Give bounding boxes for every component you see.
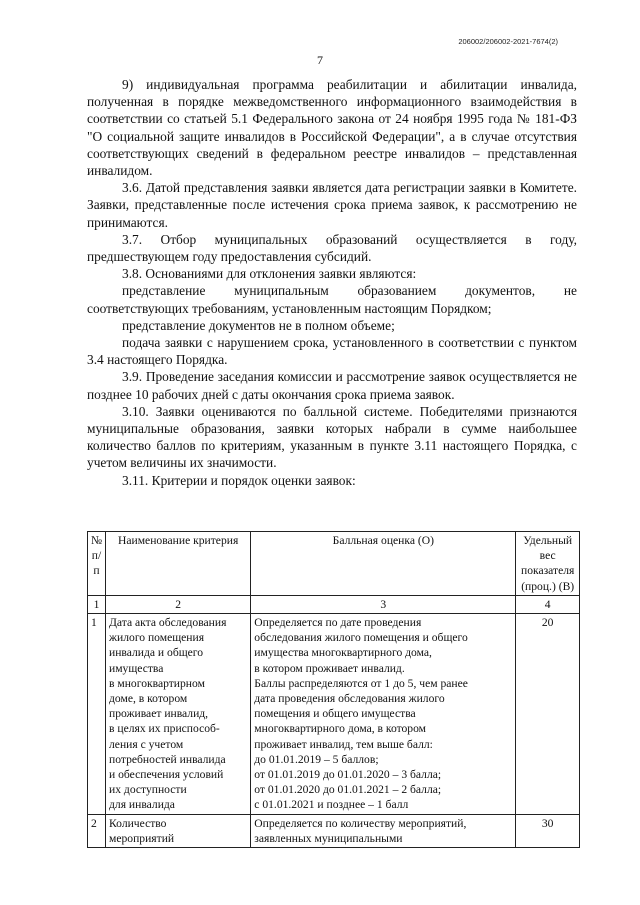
cell-line: проживает инвалид,	[109, 707, 209, 721]
table-row	[88, 814, 580, 847]
cell-line: обследования жилого помещения и общего	[254, 631, 468, 645]
cell-line: в многоквартирном	[109, 676, 205, 690]
paragraph-item-9: 9) индивидуальная программа реабилитации и абилитации инвалида, полученная в порядке межведомственного информационного взаимодействия в соответствии со статьей 5.1 Федерального закона от 24 ноября 1995 года № 181-ФЗ "О социальной защите инвалидов в Российской Федерации", а в случае отсутствия соответствующих сведений в федеральном реестре инвалидов – представленная инвалидом.	[87, 77, 577, 179]
cell-line: Дата акта обследования	[109, 616, 227, 630]
col-number: 3	[251, 595, 516, 613]
table-row	[88, 614, 580, 815]
table-column-numbers-row	[88, 595, 580, 613]
row-number: 1	[88, 614, 106, 815]
page-number: 7	[317, 53, 323, 67]
cell-line: потребностей инвалида	[109, 752, 226, 766]
cell-line: для инвалида	[109, 798, 175, 812]
cell-line: помещения и общего имущества	[254, 707, 416, 721]
cell-line: заявленных муниципальными	[254, 831, 403, 845]
cell-line: Определяется по дате проведения	[254, 616, 422, 630]
header-number: № п/п	[88, 532, 106, 596]
cell-line: доме, в котором	[109, 692, 188, 706]
header-weight: Удельный вес показателя (проц.) (В)	[516, 532, 580, 596]
cell-line: проживает инвалид, тем выше балл:	[254, 737, 433, 751]
cell-line: Баллы распределяются от 1 до 5, чем ранее	[254, 676, 468, 690]
criterion-cell	[106, 814, 251, 847]
col-number: 2	[106, 595, 251, 613]
paragraph-3-7: 3.7. Отбор муниципальных образований осуществляется в году, предшествующем году предоставления субсидий.	[87, 231, 577, 265]
rejection-reason-1: представление муниципальным образованием документов, не соответствующих требованиям, установленным настоящим Порядком;	[87, 283, 577, 316]
paragraph-3-10: 3.10. Заявки оцениваются по балльной системе. Победителями признаются муниципальные образования, заявки которых набрали в сумме наибольшее количество баллов по критериям, указанным в пункте 3.11 настоящего Порядка, с учетом величины их значимости.	[87, 403, 577, 471]
cell-line: в котором проживает инвалид.	[254, 661, 405, 675]
header-score: Балльная оценка (О)	[251, 532, 516, 596]
cell-line: от 01.01.2019 до 01.01.2020 – 3 балла;	[254, 768, 442, 782]
cell-line: многоквартирного дома, в котором	[254, 722, 427, 736]
cell-line: имущества	[109, 661, 164, 675]
col-number: 1	[88, 595, 106, 613]
cell-line: их доступности	[109, 783, 187, 797]
col-number: 4	[516, 595, 580, 613]
weight-cell: 20	[516, 614, 580, 815]
paragraph-3-11: 3.11. Критерии и порядок оценки заявок:	[122, 472, 356, 488]
cell-line: с 01.01.2021 и позднее – 1 балл	[254, 798, 409, 812]
cell-line: Определяется по количеству мероприятий,	[254, 816, 467, 830]
cell-line: в целях их приспособ-	[109, 722, 220, 736]
cell-line: Количество	[109, 816, 167, 830]
rejection-reason-3: подача заявки с нарушением срока, установленного в соответствии с пунктом 3.4 настоящего Порядка.	[87, 335, 577, 368]
cell-line: и обеспечения условий	[109, 768, 224, 782]
score-cell	[251, 814, 516, 847]
document-id: 206002/206002-2021-7674(2)	[458, 37, 558, 46]
score-cell	[251, 614, 516, 815]
header-criterion: Наименование критерия	[106, 532, 251, 596]
cell-line: имущества многоквартирного дома,	[254, 646, 432, 660]
document-body	[87, 76, 577, 489]
weight-cell: 30	[516, 814, 580, 847]
paragraph-3-9: 3.9. Проведение заседания комиссии и рассмотрение заявок осуществляется не позднее 10 рабочих дней с даты окончания срока приема заявок.	[87, 369, 577, 402]
row-number: 2	[88, 814, 106, 847]
cell-line: жилого помещения	[109, 631, 205, 645]
criteria-table	[87, 531, 580, 848]
cell-line: дата проведения обследования жилого	[254, 692, 445, 706]
paragraph-3-8: 3.8. Основаниями для отклонения заявки являются:	[122, 266, 417, 282]
cell-line: мероприятий	[109, 831, 175, 845]
table-header-row	[88, 532, 580, 596]
cell-line: инвалида и общего	[109, 646, 204, 660]
rejection-reason-2: представление документов не в полном объеме;	[122, 317, 395, 333]
paragraph-3-6: 3.6. Датой представления заявки является дата регистрации заявки в Комитете. Заявки, представленные после истечения срока приема заявок, к рассмотрению не принимаются.	[87, 180, 577, 230]
cell-line: до 01.01.2019 – 5 баллов;	[254, 752, 379, 766]
cell-line: ления с учетом	[109, 737, 184, 751]
criterion-cell	[106, 614, 251, 815]
cell-line: от 01.01.2020 до 01.01.2021 – 2 балла;	[254, 783, 442, 797]
